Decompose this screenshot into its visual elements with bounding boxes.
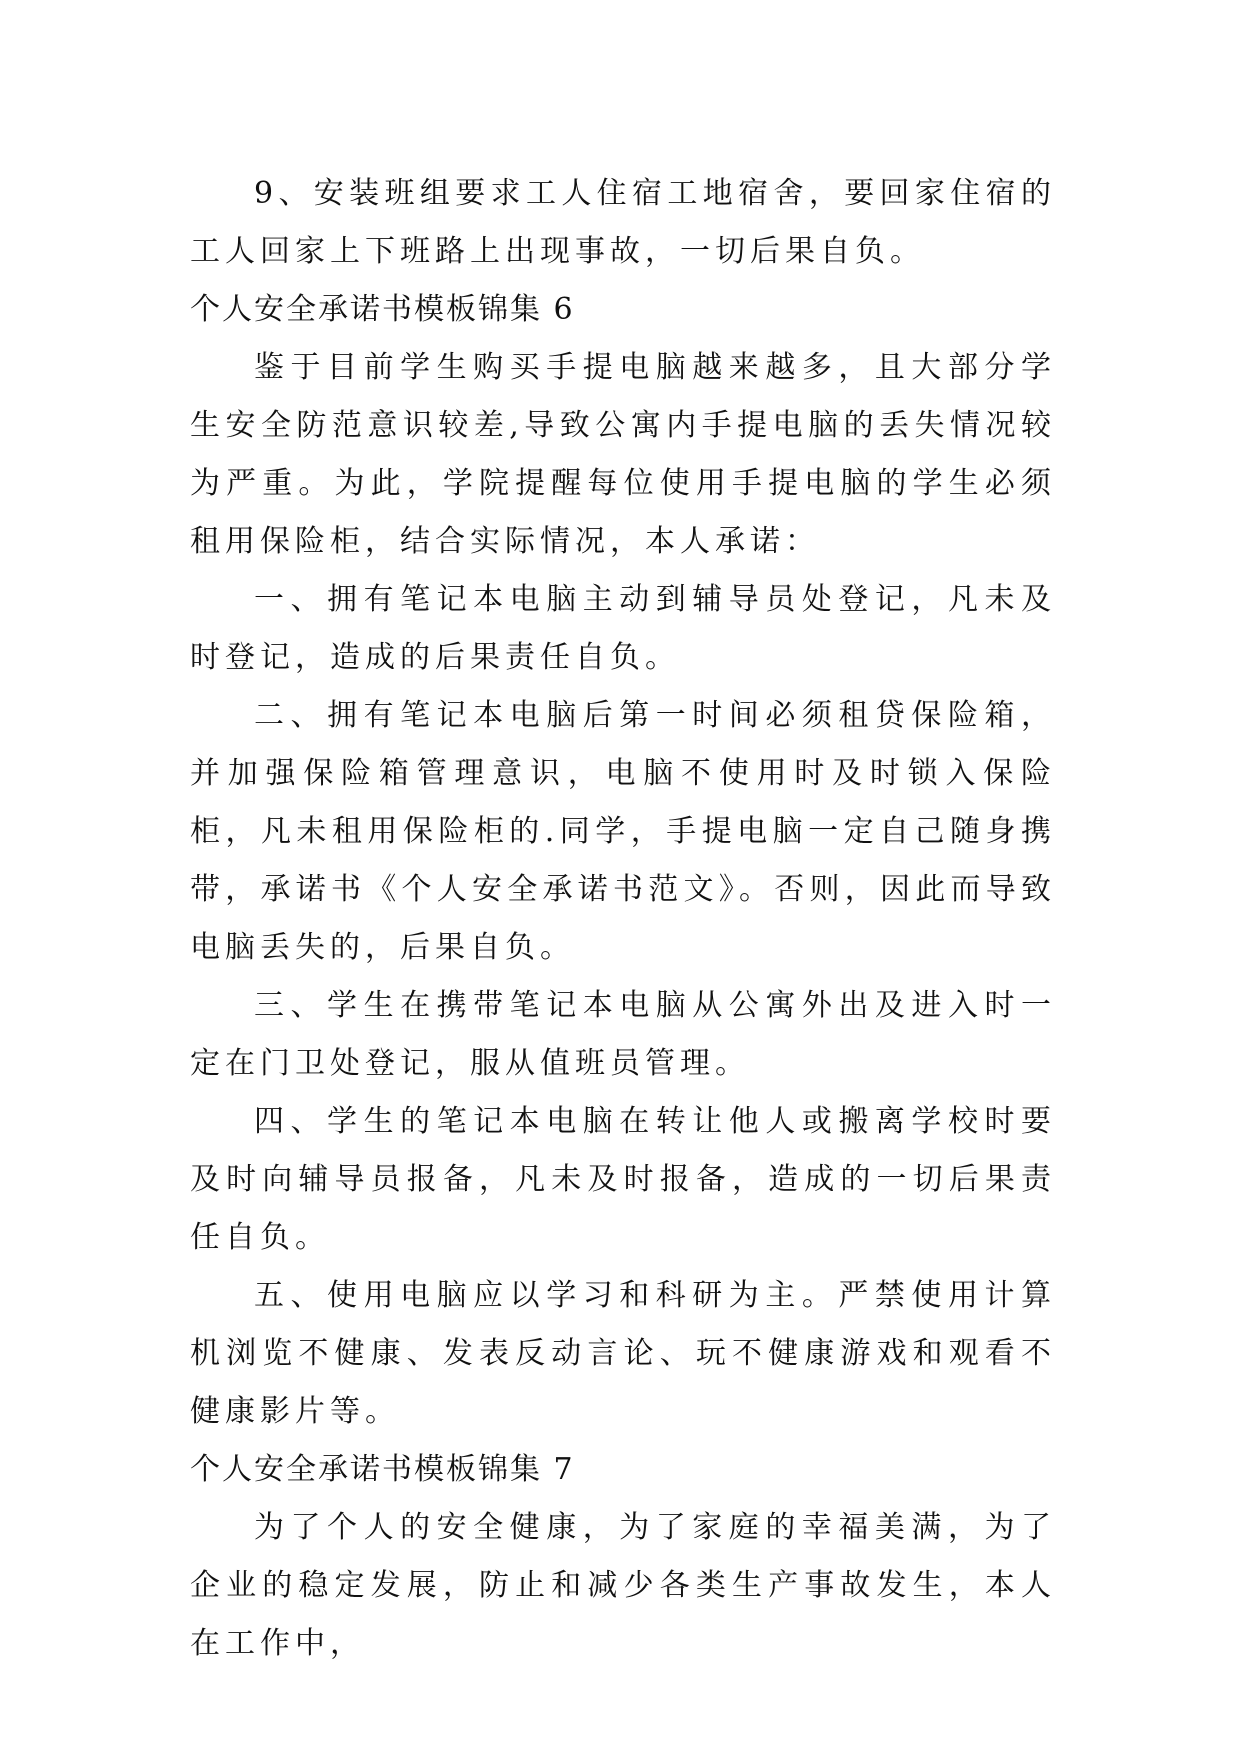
document-page [190, 165, 1056, 1673]
paragraph-item-1: 一、拥有笔记本电脑主动到辅导员处登记，凡未及时登记，造成的后果责任自负。 [190, 582, 1056, 675]
paragraph-item-2: 二、拥有笔记本电脑后第一时间必须租贷保险箱，并加强保险箱管理意识，电脑不使用时及时锁入保险柜，凡未租用保险柜的.同学，手提电脑一定自己随身携带，承诺书《个人安全承诺书范文》。否则，因此而导致电脑丢失的，后果自负。 [190, 698, 1056, 965]
paragraph-item-5: 五、使用电脑应以学习和科研为主。严禁使用计算机浏览不健康、发表反动言论、玩不健康游戏和观看不健康影片等。 [190, 1278, 1056, 1429]
section-heading-6: 个人安全承诺书模板锦集 6 [190, 292, 575, 327]
paragraph-9: 9、安装班组要求工人住宿工地宿舍，要回家住宿的工人回家上下班路上出现事故，一切后果自负。 [190, 176, 1056, 269]
paragraph-intro-7: 为了个人的安全健康，为了家庭的幸福美满，为了企业的稳定发展，防止和减少各类生产事故发生，本人在工作中， [190, 1510, 1056, 1661]
paragraph-intro-6: 鉴于目前学生购买手提电脑越来越多，且大部分学生安全防范意识较差,导致公寓内手提电脑的丢失情况较为严重。为此，学院提醒每位使用手提电脑的学生必须租用保险柜，结合实际情况，本人承诺： [190, 350, 1056, 559]
section-heading-7: 个人安全承诺书模板锦集 7 [190, 1452, 575, 1487]
paragraph-item-4: 四、学生的笔记本电脑在转让他人或搬离学校时要及时向辅导员报备，凡未及时报备，造成的一切后果责任自负。 [190, 1104, 1056, 1255]
paragraph-item-3: 三、学生在携带笔记本电脑从公寓外出及进入时一定在门卫处登记，服从值班员管理。 [190, 988, 1056, 1081]
